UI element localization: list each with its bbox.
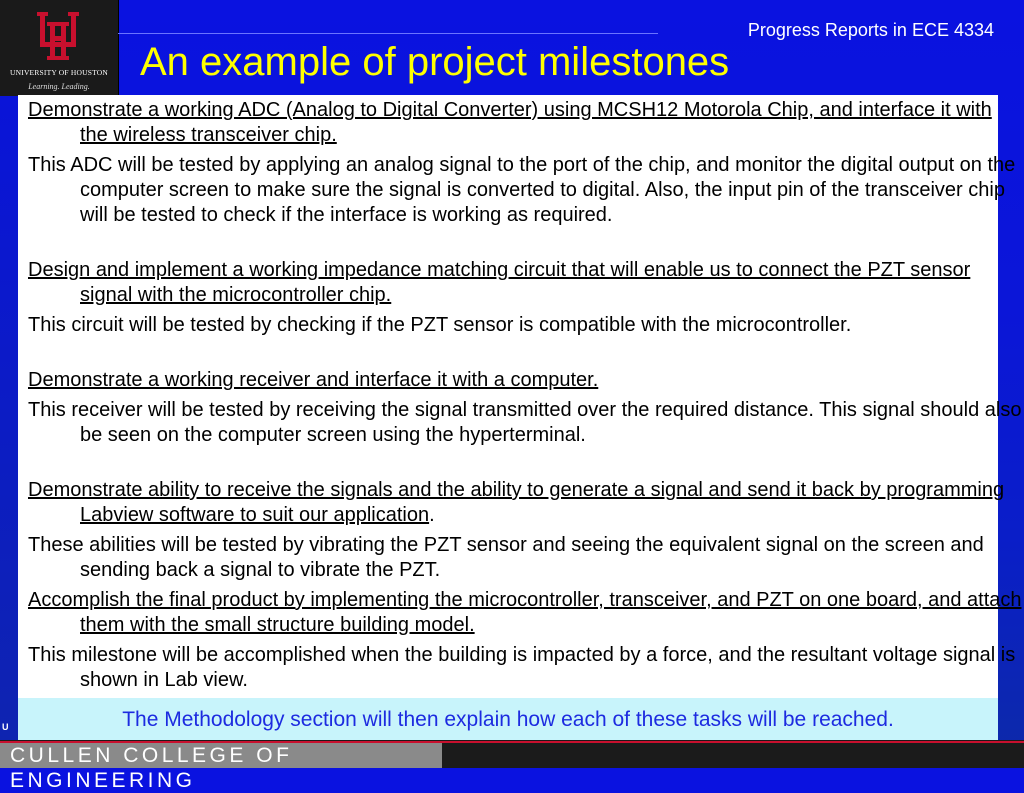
left-edge-mark: U (2, 722, 9, 732)
milestones-panel (18, 95, 1022, 698)
milestone-text: Accomplish the final product by implementing the microcontroller, transceiver, and PZT on one board, and attach them with the small structure building model. (28, 589, 1022, 636)
milestone-test-item (28, 643, 1024, 693)
milestone-text: Design and implement a working impedance matching circuit that will enable us to connect the PZT sensor signal with the microcontroller chip. (28, 259, 971, 306)
milestone-test-text: This receiver will be tested by receiving the signal transmitted over the required distance. This signal should also be seen on the computer screen using the hyperterminal. (28, 399, 1022, 446)
milestone-test-item (28, 153, 1024, 228)
college-name-banner: CULLEN COLLEGE OF ENGINEERING (0, 743, 442, 768)
left-background-strip (0, 96, 18, 746)
milestone-test-text: This milestone will be accomplished when the building is impacted by a force, and the resultant voltage signal is shown in Lab view. (28, 644, 1016, 691)
logo-university-name: UNIVERSITY OF HOUSTON (10, 68, 108, 77)
milestone-item (28, 588, 1024, 638)
milestone-text: Demonstrate a working receiver and interface it with a computer. (28, 369, 599, 391)
milestone-item (28, 98, 1024, 148)
milestone-item (28, 258, 1024, 308)
milestone-test-item (28, 313, 1024, 338)
university-logo (0, 0, 119, 96)
milestone-text: Demonstrate ability to receive the signals and the ability to generate a signal and send it back by programming Labview software to suit our application (28, 479, 1005, 526)
slide-title: An example of project milestones (140, 40, 730, 84)
logo-tagline: Learning. Leading. (28, 82, 90, 91)
milestone-text-suffix: . (429, 504, 435, 526)
header-divider (118, 33, 658, 34)
milestone-test-text: These abilities will be tested by vibrating the PZT sensor and seeing the equivalent signal on the screen and sending back a signal to vibrate the PZT. (28, 534, 984, 581)
milestone-test-text: This ADC will be tested by applying an analog signal to the port of the chip, and monitor the digital output on the computer screen to make sure the signal is converted to digital. Also, the input pin of the transceiver chip will be tested to check if the interface is working as required. (28, 154, 1016, 226)
milestone-test-text: This circuit will be tested by checking if the PZT sensor is compatible with the microcontroller. (28, 314, 852, 336)
methodology-note: The Methodology section will then explain how each of these tasks will be reached. (18, 698, 998, 740)
milestone-text: Demonstrate a working ADC (Analog to Digital Converter) using MCSH12 Motorola Chip, and interface it with the wireless transceiver chip. (28, 99, 992, 146)
slide-subtitle: Progress Reports in ECE 4334 (747, 20, 994, 40)
milestone-test-item (28, 533, 1024, 583)
milestone-test-item (28, 398, 1024, 448)
uh-logo-icon (34, 10, 82, 62)
milestone-item (28, 478, 1024, 528)
milestone-item (28, 368, 1024, 393)
